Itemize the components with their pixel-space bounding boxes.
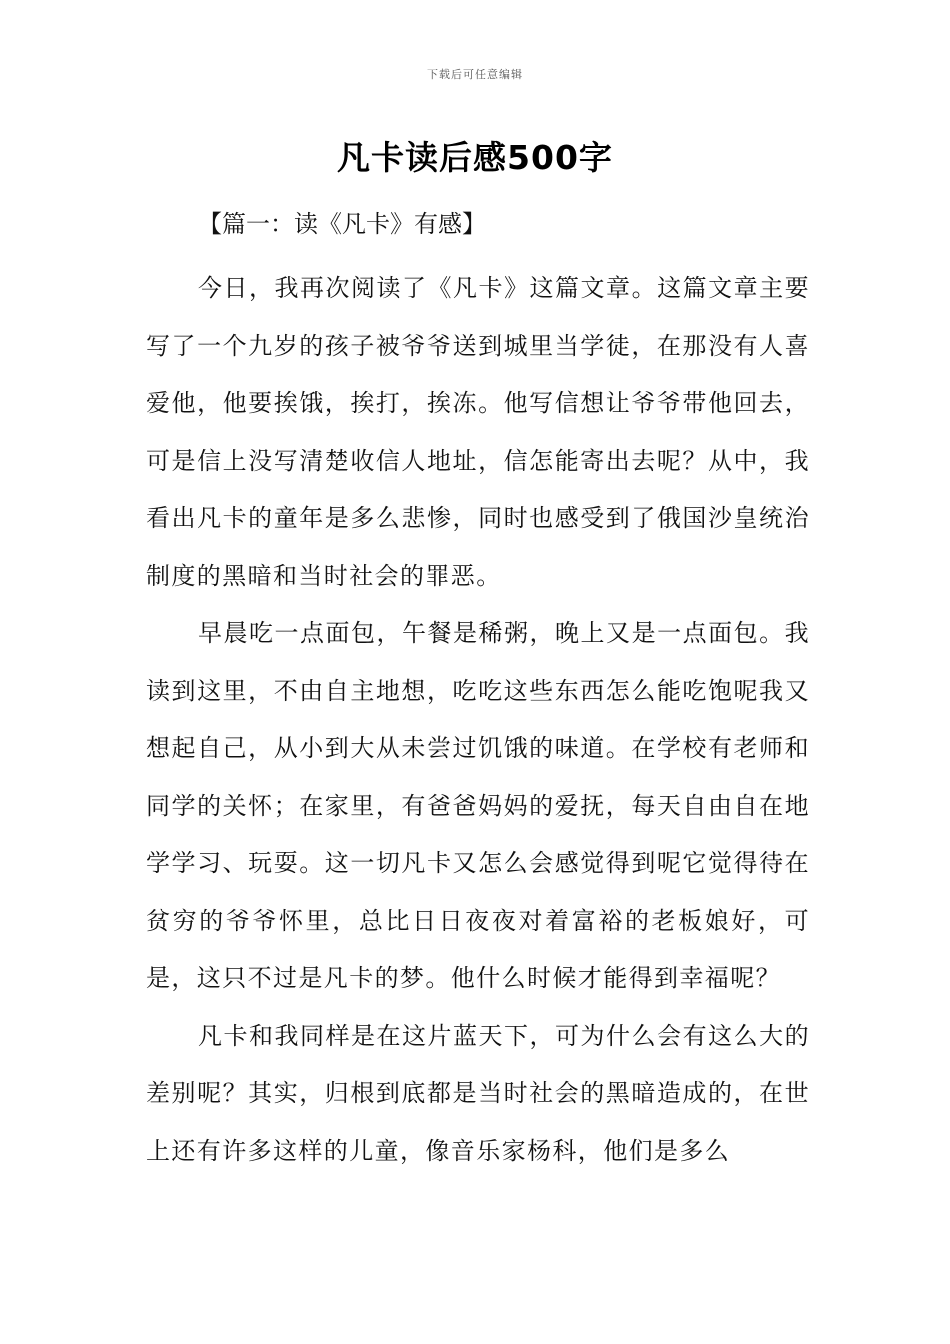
- paragraph-2: 早晨吃一点面包，午餐是稀粥，晚上又是一点面包。我读到这里，不由自主地想，吃吃这些东西怎么能吃饱呢我又想起自己，从小到大从未尝过饥饿的味道。在学校有老师和同学的关怀；在家里，有爸爸妈妈的爱抚，每天自由自在地学学习、玩耍。这一切凡卡又怎么会感觉得到呢它觉得待在贫穷的爷爷怀里，总比日日夜夜对着富裕的老板娘好，可是，这只不过是凡卡的梦。他什么时候才能得到幸福呢？: [146, 619, 810, 992]
- body-text: [146, 260, 810, 1180]
- section-heading: 【篇一：读《凡卡》有感】: [198, 210, 486, 238]
- paragraph-1: 今日，我再次阅读了《凡卡》这篇文章。这篇文章主要写了一个九岁的孩子被爷爷送到城里当学徒，在那没有人喜爱他，他要挨饿，挨打，挨冻。他写信想让爷爷带他回去，可是信上没写清楚收信人地址，信怎能寄出去呢？从中，我看出凡卡的童年是多么悲惨，同时也感受到了俄国沙皇统治制度的黑暗和当时社会的罪恶。: [146, 274, 810, 590]
- header-note: 下载后可任意编辑: [427, 68, 523, 81]
- paragraph-3: 凡卡和我同样是在这片蓝天下，可为什么会有这么大的差别呢？其实，归根到底都是当时社会的黑暗造成的，在世上还有许多这样的儿童，像音乐家杨科，他们是多么: [146, 1021, 810, 1165]
- document-title: 凡卡读后感500字: [337, 138, 613, 177]
